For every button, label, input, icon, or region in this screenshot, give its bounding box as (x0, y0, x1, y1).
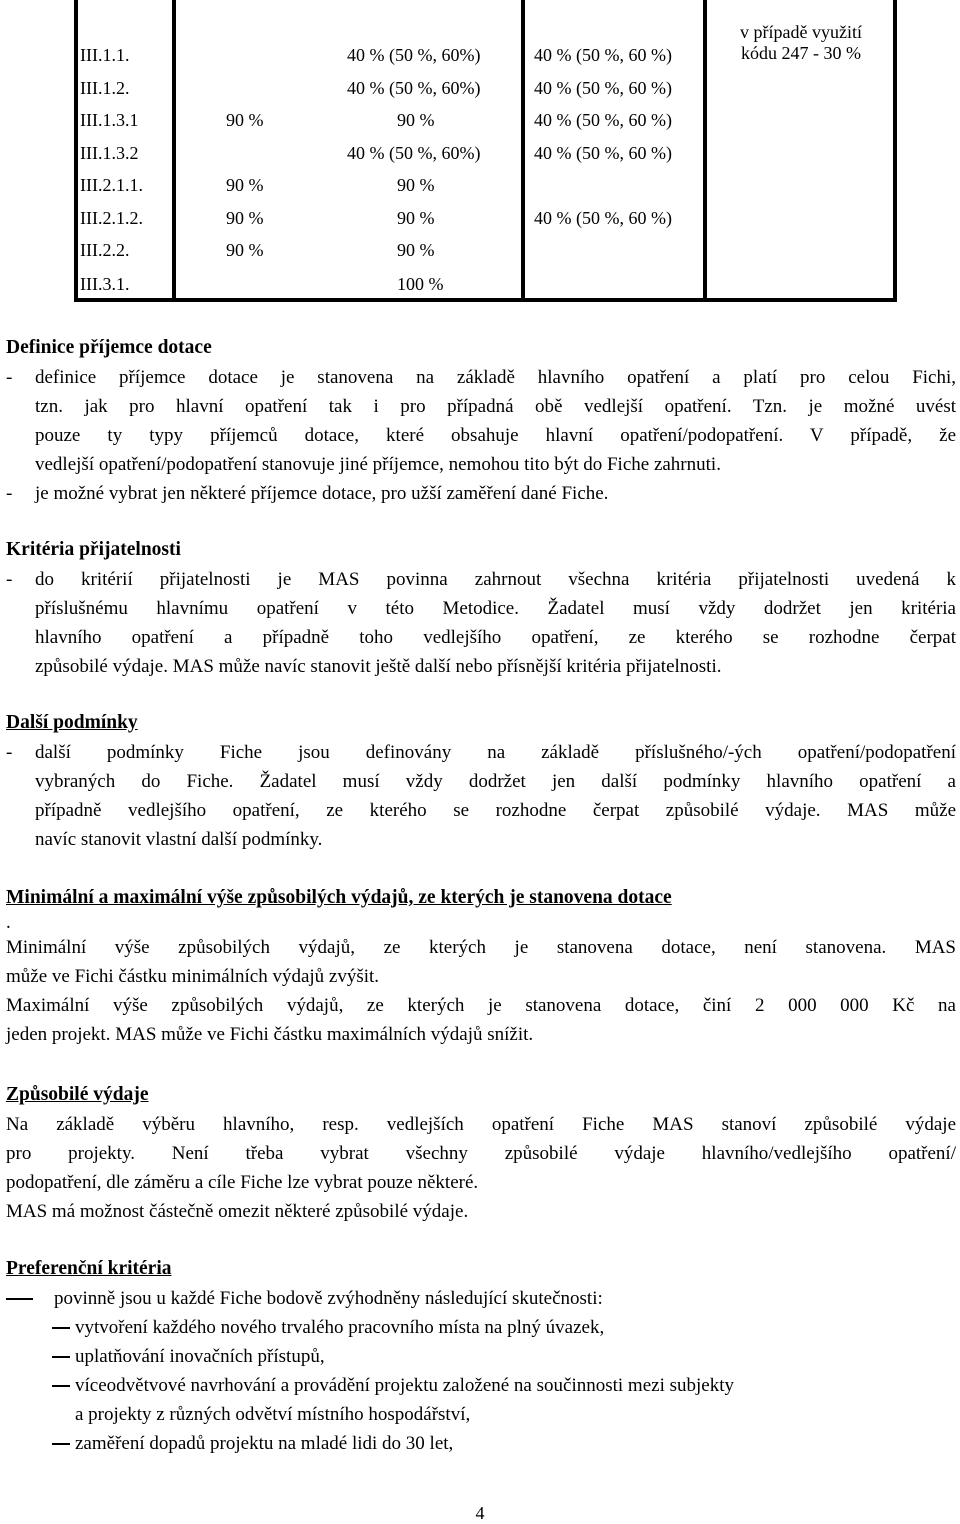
text-line: Minimální výše způsobilých výdajů, ze kterých je stanovena dotace, není stanovena. MAS (6, 937, 956, 958)
text-line: tzn. jak pro hlavní opatření tak i pro případná obě vedlejší opatření. Tzn. je možné uvést (35, 396, 956, 417)
dash-marker (52, 1443, 70, 1445)
text-line: vedlejší opatření/podopatření stanovuje jiné příjemce, nemohou tito být do Fiche zahrnuti. (35, 454, 721, 475)
page-number: 4 (475, 1503, 485, 1523)
list-item-text: zaměření dopadů projektu na mladé lidi do 30 let, (75, 1433, 454, 1454)
text-line: vybraných do Fiche. Žadatel musí vždy dodržet jen další podmínky hlavního opatření a (35, 771, 956, 792)
table-border-bottom (74, 298, 897, 302)
text-line: podopatření, dle záměru a cíle Fiche lze vybrat pouze některé. (6, 1172, 479, 1193)
list-item-text: a projekty z různých odvětví místního hospodářství, (75, 1404, 471, 1425)
section-heading: Další podmínky (6, 712, 138, 733)
list-item-text: víceodvětvové navrhování a provádění projektu založené na součinnosti mezi subjekty (75, 1375, 734, 1396)
list-item (6, 1342, 956, 1371)
bullet (6, 738, 956, 854)
row-c1: 90 % (226, 110, 264, 130)
row-c3: 40 % (50 %, 60 %) (534, 78, 672, 98)
list-item (6, 1429, 956, 1458)
section-preferencni-kriteria (6, 1254, 956, 1458)
text-line: případně vedlejšího opatření, ze kterého se rozhodne čerpat způsobilé výdaje. MAS může (35, 800, 956, 821)
dash-marker (52, 1356, 70, 1358)
list-item (6, 1371, 956, 1429)
text-line: jeden projekt. MAS může ve Fichi částku maximálních výdajů snížit. (6, 1024, 534, 1045)
dash-marker: - (6, 483, 13, 504)
dash-marker (52, 1327, 70, 1329)
row-code: III.1.3.1 (80, 110, 139, 130)
table-border-left (74, 0, 78, 301)
text-line: způsobilé výdaje. MAS může navíc stanovit ještě další nebo přísnější kritéria přijatelnosti. (35, 656, 722, 677)
text-line: může ve Fichi částku minimálních výdajů zvýšit. (6, 966, 380, 987)
text-line: Maximální výše způsobilých výdajů, ze kterých je stanovena dotace, činí 2 000 000 Kč na (6, 995, 956, 1016)
row-c2: 90 % (397, 240, 435, 260)
text-line: je možné vybrat jen některé příjemce dotace, pro užší zaměření dané Fiche. (35, 483, 609, 504)
table-border-right (893, 0, 897, 301)
bullet (6, 565, 956, 681)
list-item-text: vytvoření každého nového trvalého pracovního místa na plný úvazek, (75, 1317, 605, 1338)
criteria-list (6, 1284, 956, 1458)
bullet (6, 479, 956, 508)
section-heading: Preferenční kritéria (6, 1258, 172, 1279)
row-c1: 90 % (226, 175, 264, 195)
table-border (172, 0, 176, 301)
text-line: definice příjemce dotace je stanovena na základě hlavního opatření a platí pro celou Fichi, (35, 367, 956, 388)
text-line: hlavního opatření a případně toho vedlejšího opatření, ze kterého se rozhodne čerpat (35, 627, 956, 648)
section-heading: Definice příjemce dotace (6, 337, 212, 358)
text-line: do kritérií přijatelnosti je MAS povinna zahrnout všechna kritéria přijatelnosti uvedená k (35, 569, 956, 590)
row-c3: 40 % (50 %, 60 %) (534, 110, 672, 130)
table-border (703, 0, 707, 301)
row-c2: 40 % (50 %, 60%) (347, 78, 481, 98)
row-code: III.2.1.2. (80, 208, 143, 228)
row-c3: 40 % (50 %, 60 %) (534, 208, 672, 228)
row-c2: 90 % (397, 175, 435, 195)
table-note: v případě využití kódu 247 - 30 % (740, 22, 862, 63)
list-item-text: povinně jsou u každé Fiche bodově zvýhodněny následující skutečnosti: (54, 1288, 603, 1309)
row-code: III.3.1. (80, 274, 130, 294)
dash-marker (52, 1385, 70, 1387)
dash-marker: - (6, 569, 13, 590)
text-line: . (6, 912, 11, 933)
text-line: Na základě výběru hlavního, resp. vedlejších opatření Fiche MAS stanoví způsobilé výdaje (6, 1114, 956, 1135)
row-c2: 90 % (397, 208, 435, 228)
list-item-text: uplatňování inovačních přístupů, (75, 1346, 325, 1367)
section-kriteria (6, 535, 956, 681)
dash-marker: - (6, 367, 13, 388)
row-code: III.2.2. (80, 240, 130, 260)
section-dalsi-podminky (6, 708, 956, 854)
text-line: pro projekty. Není třeba vybrat všechny způsobilé výdaje hlavního/vedlejšího opatření/ (6, 1143, 956, 1164)
text-line: další podmínky Fiche jsou definovány na základě příslušného/-ých opatření/podopatření (35, 742, 956, 763)
row-c3: 40 % (50 %, 60 %) (534, 143, 672, 163)
section-zpusobile-vydaje (6, 1080, 956, 1226)
dash-marker (6, 1298, 33, 1300)
paragraph (6, 933, 956, 1049)
section-heading: Způsobilé výdaje (6, 1084, 149, 1105)
row-c2: 90 % (397, 110, 435, 130)
row-code: III.1.3.2 (80, 143, 139, 163)
row-c2: 40 % (50 %, 60%) (347, 45, 481, 65)
dash-marker: - (6, 742, 13, 763)
row-code: III.1.1. (80, 45, 130, 65)
row-c2: 100 % (397, 274, 444, 294)
list-item (6, 1313, 956, 1342)
section-heading: Kritéria přijatelnosti (6, 539, 181, 560)
row-c1: 90 % (226, 208, 264, 228)
paragraph (6, 1110, 956, 1226)
rates-table (0, 0, 960, 305)
row-code: III.1.2. (80, 78, 130, 98)
row-c3: 40 % (50 %, 60 %) (534, 45, 672, 65)
list-item (6, 1284, 956, 1313)
text-line: MAS má možnost částečně omezit některé způsobilé výdaje. (6, 1201, 469, 1222)
section-heading: Minimální a maximální výše způsobilých výdajů, ze kterých je stanovena dotace (6, 887, 672, 908)
section-vyse-vydaju (6, 883, 956, 1049)
row-code: III.2.1.1. (80, 175, 143, 195)
table-border (521, 0, 525, 301)
text-line: navíc stanovit vlastní další podmínky. (35, 829, 323, 850)
bullet (6, 363, 956, 479)
row-c1: 90 % (226, 240, 264, 260)
row-c2: 40 % (50 %, 60%) (347, 143, 481, 163)
text-line: pouze ty typy příjemců dotace, které obsahuje hlavní opatření/podopatření. V případě, že (35, 425, 956, 446)
text-line: příslušnému hlavnímu opatření v této Metodice. Žadatel musí vždy dodržet jen kritéria (35, 598, 956, 619)
section-definice (6, 333, 956, 508)
